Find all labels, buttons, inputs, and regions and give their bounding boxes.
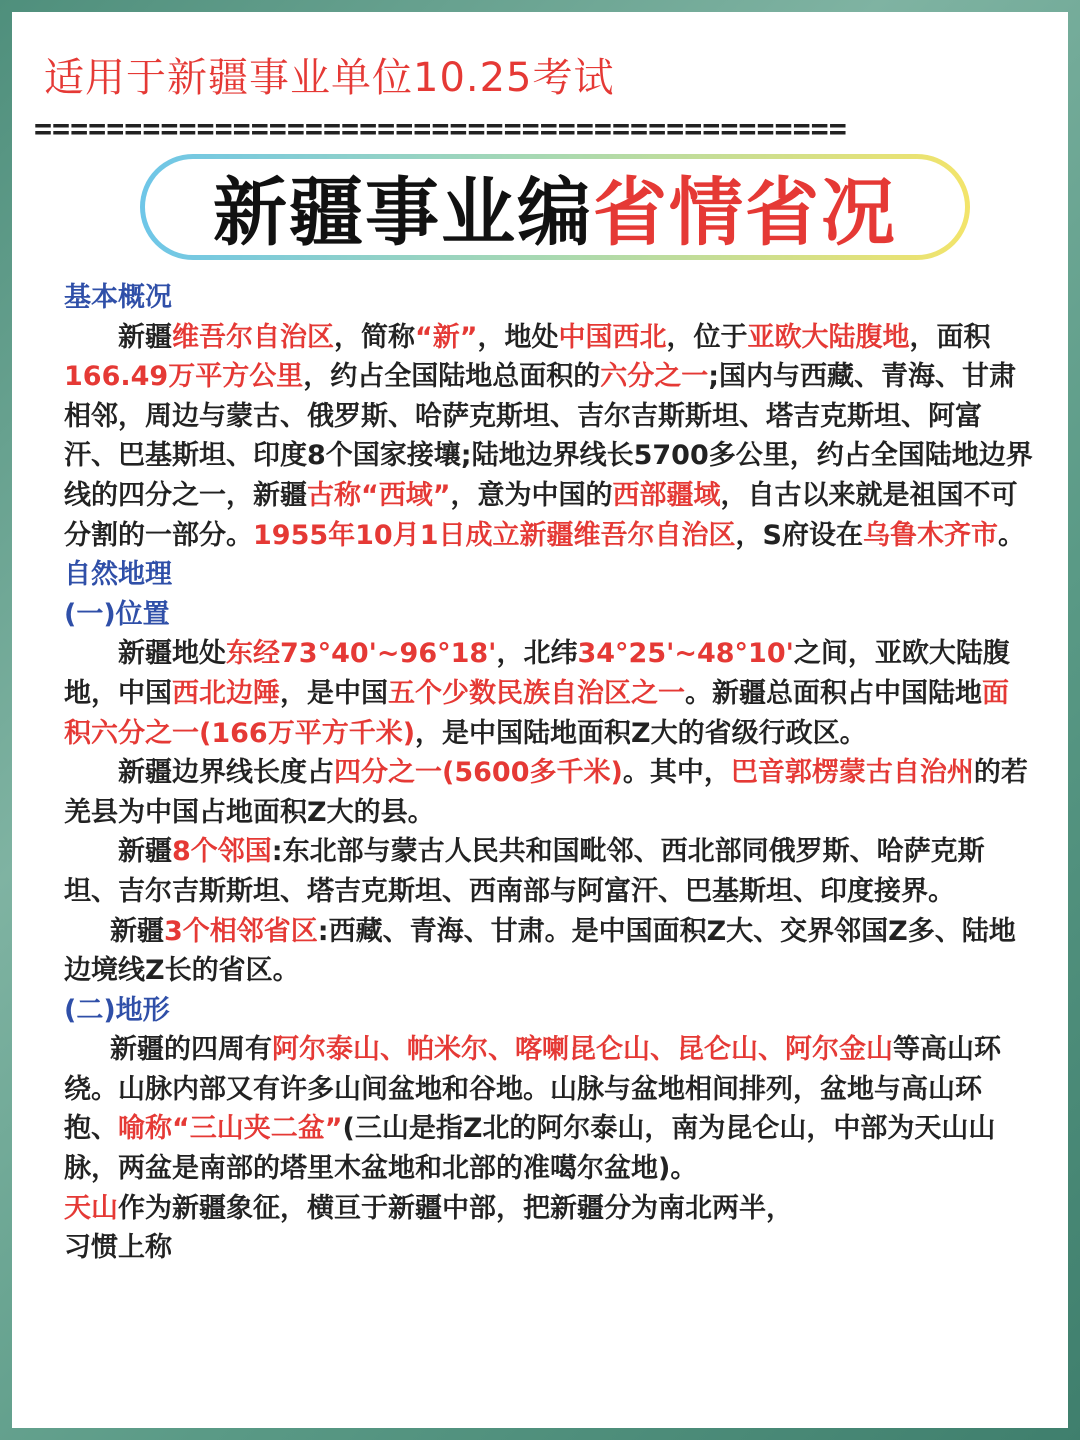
paragraph-tianshan (64, 1189, 1034, 1229)
highlight-text: 五个少数民族自治区之一 (388, 677, 685, 709)
body-text: ，S府设在 (735, 519, 863, 551)
body-text: 新疆的四周有 (110, 1034, 272, 1066)
highlight-text: 3个相邻省区 (164, 915, 318, 947)
body-text: 。新疆总面积占中国陆地 (685, 677, 982, 709)
highlight-text: 维吾尔自治区 (172, 321, 334, 353)
title-badge (140, 154, 970, 260)
heading-location: (一)位置 (64, 598, 170, 630)
highlight-text: 乌鲁木齐市 (862, 519, 998, 551)
highlight-text: 喻称“三山夹二盆” (118, 1113, 343, 1145)
body-text: ，地处 (477, 321, 559, 353)
highlight-text: 六分之一 (600, 361, 709, 393)
paragraph-basic-overview (64, 318, 1034, 556)
highlight-text: 东经73°40'~96°18' (226, 638, 497, 670)
body-text: :东北部与蒙古人民共和国毗邻、西北部同俄罗斯、哈萨克斯坦、吉尔吉斯斯坦、塔吉克斯坦、西南部与阿富汗、巴基斯坦、印度接界。 (64, 836, 985, 907)
document-body (64, 278, 1034, 1268)
highlight-text: 四分之一(5600多千米) (334, 757, 623, 789)
document-page (12, 12, 1068, 1428)
highlight-text: 天山 (64, 1192, 118, 1224)
body-text: 新疆地处 (118, 638, 226, 670)
body-text: ，自古以来就是祖国不可分割的一部分。 (64, 479, 1018, 551)
highlight-text: 8个邻国 (172, 836, 272, 868)
body-text: 的若羌县为中国占地面积Z大的县。 (64, 757, 1028, 828)
body-text: 。 (997, 519, 1025, 551)
paragraph-location-1 (64, 634, 1034, 753)
heading-terrain: (二)地形 (64, 994, 170, 1026)
title-red-part: 省情省况 (593, 170, 897, 256)
title-black-part: 新疆事业编 (213, 170, 593, 256)
paragraph-location-3 (64, 832, 1034, 911)
paragraph-terrain (64, 1030, 1034, 1188)
page-title (213, 154, 897, 260)
heading-natural-geography: 自然地理 (64, 559, 172, 591)
body-text: ，是中国陆地面积Z大的省级行政区。 (415, 717, 867, 749)
highlight-text: 西北边陲 (172, 677, 280, 709)
body-text: :西藏、青海、甘肃。是中国面积Z大、交界邻国Z多、陆地边境线Z长的省区。 (64, 915, 1016, 987)
highlight-text: 中国西北 (558, 321, 667, 353)
body-text: ，约占全国陆地总面积的 (303, 361, 601, 393)
highlight-text: 166.49万平方公里 (64, 361, 304, 393)
highlight-text: 34°25'~48°10' (577, 638, 794, 670)
highlight-text: “新” (415, 321, 478, 353)
highlight-text: 亚欧大陆腹地 (747, 321, 910, 353)
highlight-text: 西部疆域 (612, 479, 721, 511)
highlight-text: 巴音郭楞蒙古自治州 (730, 757, 974, 789)
paragraph-last-line: 习惯上称 (64, 1232, 172, 1264)
body-text: ，简称 (334, 321, 415, 353)
highlight-text: 1955年10月1日成立新疆维吾尔自治区 (253, 519, 736, 551)
body-text: ;国内与西藏、青海、甘肃相邻，周边与蒙古、俄罗斯、哈萨克斯坦、吉尔吉斯斯坦、塔吉克斯坦、阿富汗、巴基斯坦、印度8个国家接壤;陆地边界线长5700多公里，约占全国陆地边界线的四分之一，新疆 (64, 361, 1033, 511)
body-text: 之间，亚欧大陆腹地，中国 (64, 638, 1010, 709)
body-text: 新疆边界线长度占 (118, 757, 334, 789)
body-text: 新疆 (118, 321, 172, 353)
highlight-text: 古称“西域” (307, 479, 451, 511)
body-text: ，位于 (666, 321, 748, 353)
body-text: 作为新疆象征，横亘于新疆中部，把新疆分为南北两半， (118, 1192, 793, 1224)
body-text: ，北纬 (496, 638, 578, 670)
body-text: ，面积 (909, 321, 991, 353)
paragraph-location-4 (64, 912, 1034, 991)
body-text: (三山是指Z北的阿尔泰山，南为昆仑山，中部为天山山脉，两盆是南部的塔里木盆地和北部的准噶尔盆地)。 (64, 1113, 996, 1185)
highlight-text: 面积六分之一(166万平方千米) (64, 677, 1009, 749)
body-text: ，意为中国的 (450, 479, 613, 511)
body-text: 。其中， (622, 757, 731, 789)
divider-line: ============================================= (34, 112, 847, 147)
body-text: ，是中国 (280, 677, 388, 709)
highlight-text: 阿尔泰山、帕米尔、喀喇昆仑山、昆仑山、阿尔金山 (272, 1034, 893, 1066)
paragraph-location-2 (64, 753, 1034, 832)
body-text: 新疆 (110, 915, 164, 947)
heading-basic-overview: 基本概况 (64, 282, 172, 313)
exam-note: 适用于新疆事业单位10.25考试 (44, 55, 615, 101)
body-text: 等高山环绕。山脉内部又有许多山间盆地和谷地。山脉与盆地相间排列，盆地与高山环抱、 (64, 1034, 1001, 1145)
body-text: 新疆 (118, 836, 172, 868)
